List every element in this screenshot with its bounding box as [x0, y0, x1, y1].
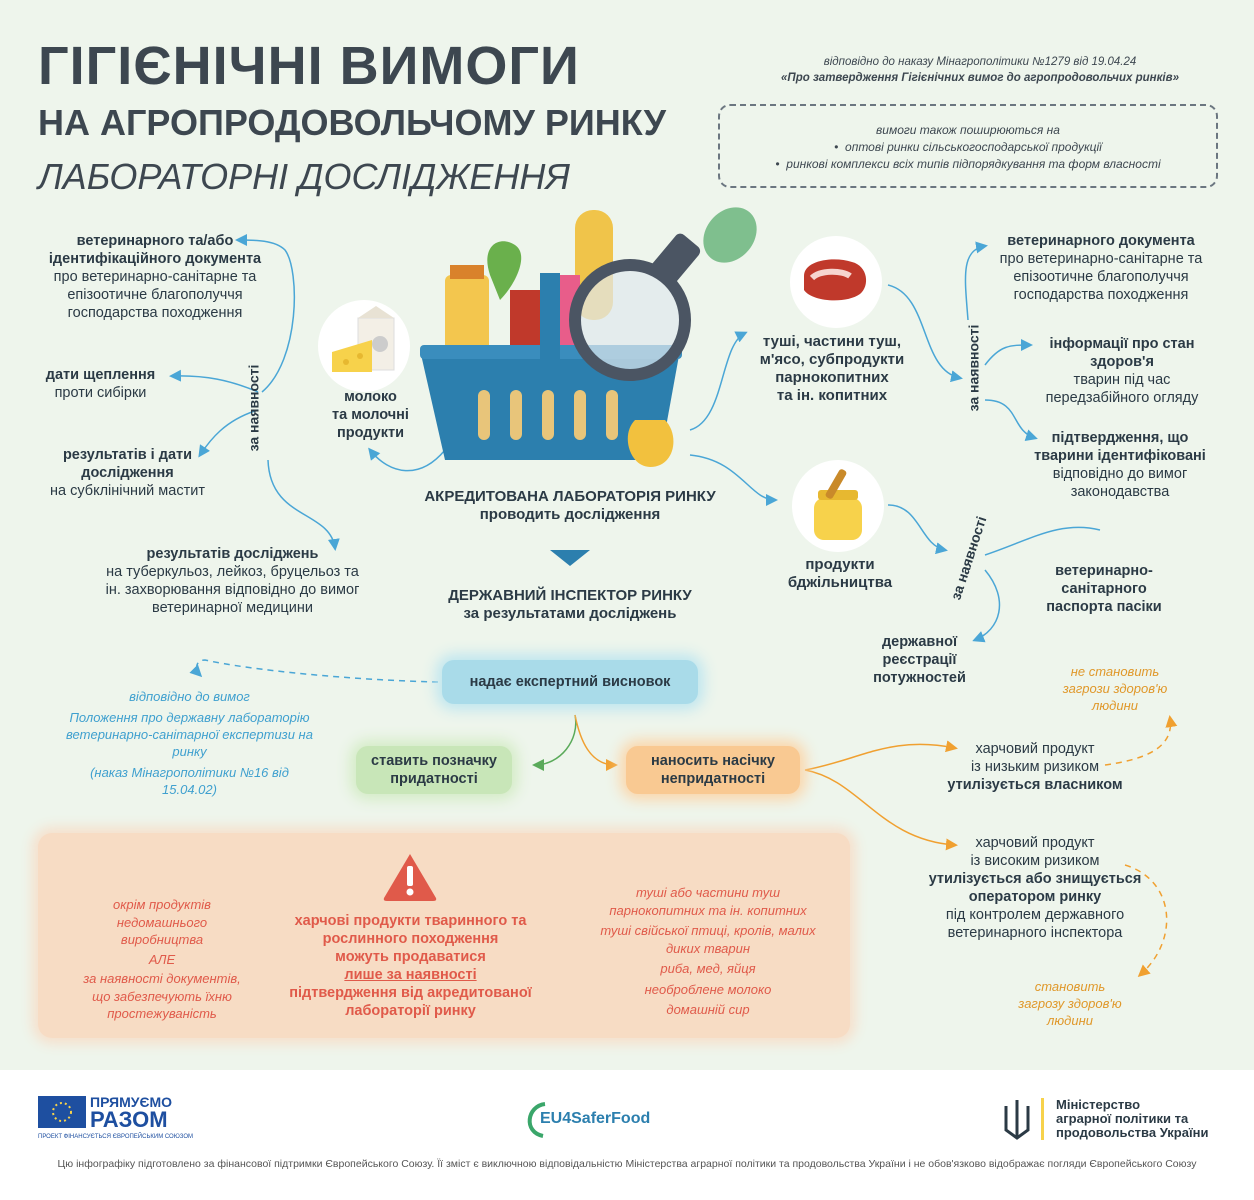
scope-intro: вимоги також поширюються на: [876, 123, 1060, 137]
milk-condition-label: за наявності: [245, 364, 262, 452]
logo-left-small: ПРОЕКТ ФІНАНСУЄТЬСЯ ЄВРОПЕЙСЬКИМ СОЮЗОМ: [38, 1134, 194, 1140]
logo-left-line2: РАЗОМ: [90, 1107, 168, 1132]
meat-vet-document: ветеринарного документа про ветеринарно-санітарне та епізоотичне благополуччя господарства походження: [999, 233, 1203, 303]
reference-order-name: «Про затвердження Гігієнічних вимог до агропродовольчих ринків»: [781, 72, 1179, 84]
meat-condition-label: за наявності: [965, 324, 982, 412]
list-item: домашній сир: [666, 1002, 750, 1017]
warning-main-text: харчові продукти тваринного та рослинного походження можуть продаватися лише за наявності підтвердження від акредитованої лабораторії ринку: [289, 913, 532, 1019]
meat-icon: [790, 236, 882, 328]
milk-mastitis: результатів і дати дослідження на субклінічний мастит: [50, 447, 205, 499]
meat-health-info: інформації про стан здоров'я тварин під час передзабійного огляду: [1045, 336, 1199, 406]
milk-vet-document: ветеринарного та/або ідентифікаційного документа про ветеринарно-санітарне та епізоотичне благополуччя господарства походження: [48, 233, 262, 321]
meat-identification: підтвердження, що тварини ідентифіковані відповідно до вимог законодавства: [1034, 430, 1206, 500]
warning-left-note: окрім продуктів недомашнього виробництва АЛЕ за наявності документів, що забезпечують їхню простежуваність: [83, 897, 241, 1021]
milk-label: молоко та молочні продукти: [332, 389, 409, 441]
eu-flag-icon: [38, 1096, 86, 1128]
fit-mark-pill: ставить позначку придатності: [356, 746, 512, 794]
list-item: риба, мед, яйця: [660, 961, 756, 976]
regulation-note: відповідно до вимог Положення про державну лабораторію ветеринарно-санітарної експертизи на ринку (наказ Мінагрополітики №16 від 15.04.02): [66, 689, 313, 797]
unfit-mark-pill: наносить насічку непридатності: [626, 746, 800, 794]
meat-label: туші, частини туш, м'ясо, субпродукти парнокопитних та ін. копитних: [759, 333, 905, 404]
chevron-down-icon: [550, 550, 590, 568]
page-title: ГІГІЄНІЧНІ ВИМОГИ: [38, 36, 580, 96]
logo-center: EU4SaferFood: [540, 1110, 651, 1127]
honey-icon: [792, 460, 884, 552]
divider: [1041, 1098, 1044, 1140]
high-risk-note: становить загрозу здоров'ю людини: [1018, 979, 1122, 1028]
low-risk-product: харчовий продукт із низьким ризиком утилізується власником: [947, 741, 1123, 793]
warning-icon: [382, 852, 438, 902]
honey-label: продукти бджільництва: [787, 556, 893, 591]
list-item: туші або частини туш парнокопитних та ін. копитних: [609, 885, 807, 918]
section-title: ЛАБОРАТОРНІ ДОСЛІДЖЕННЯ: [38, 156, 570, 197]
high-risk-product: харчовий продукт із високим ризиком утилізується або знищується оператором ринку під контролем державного ветеринарного інспектора: [928, 835, 1142, 941]
expert-conclusion-pill: надає експертний висновок: [442, 660, 698, 704]
milk-vaccination: дати щеплення проти сибірки: [45, 367, 156, 401]
basket-magnifier-icon: [420, 205, 760, 475]
ukraine-trident-icon: [1002, 1098, 1032, 1142]
low-risk-note: не становить загрози здоров'ю людини: [1062, 664, 1168, 713]
logo-right: Міністерство аграрної політики та продовольства України: [1056, 1097, 1209, 1140]
list-item: необроблене молоко: [644, 981, 772, 997]
milk-icon: [318, 300, 410, 392]
scope-item: • ринкові комплекси всіх типів підпорядкування та форм власності: [775, 157, 1161, 171]
reference-order: відповідно до наказу Мінагрополітики №1279 від 19.04.24: [823, 56, 1137, 68]
honey-condition-label: за наявності: [947, 514, 990, 602]
inspector-block: ДЕРЖАВНИЙ ІНСПЕКТОР РИНКУ за результатами досліджень: [448, 587, 692, 622]
honey-registry: державної реєстрації потужностей: [873, 634, 966, 686]
milk-tests: результатів досліджень на туберкульоз, лейкоз, бруцельоз та ін. захворювання відповідно до вимог ветеринарної медицини: [105, 546, 360, 616]
honey-passport: ветеринарно- санітарного паспорта пасіки: [1046, 563, 1162, 615]
list-item: туші свійської птиці, кролів, малих диких тварин: [600, 923, 816, 956]
scope-item: • оптові ринки сільськогосподарської продукції: [834, 140, 1102, 154]
disclaimer: Цю інфографіку підготовлено за фінансової підтримки Європейського Союзу. Її зміст є виключною відповідальністю Міністерства аграрної політики та продовольства України і не обов'язково відображає погляди Європейського Союзу: [57, 1158, 1197, 1170]
lab-block: АКРЕДИТОВАНА ЛАБОРАТОРІЯ РИНКУ проводить дослідження: [424, 488, 716, 523]
logo-left-line1: ПРЯМУЄМО: [90, 1094, 172, 1110]
page-subtitle: НА АГРОПРОДОВОЛЬЧОМУ РИНКУ: [38, 102, 666, 143]
warning-products-list: [598, 884, 818, 1019]
